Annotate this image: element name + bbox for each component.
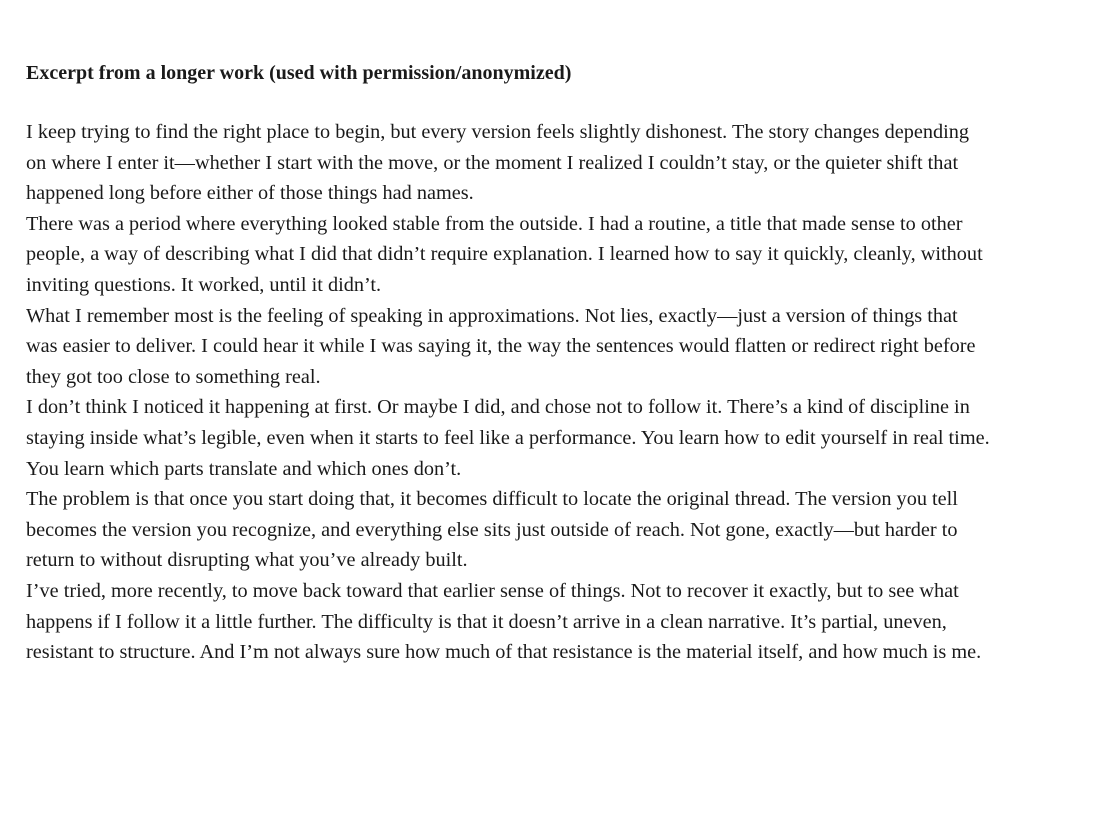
paragraph-1: [26, 117, 1086, 209]
paragraph-2: [26, 209, 1086, 301]
text-line: happened long before either of those things had names.: [26, 182, 474, 205]
text-line: What I remember most is the feeling of speaking in approximations. Not lies, exactly—just a version of things that: [26, 304, 958, 327]
text-line: on where I enter it—whether I start with the move, or the moment I realized I couldn’t stay, or the quieter shift that: [26, 151, 959, 174]
document-heading: Excerpt from a longer work (used with permission/anonymized): [26, 62, 572, 84]
paragraph-4: [26, 392, 1086, 484]
text-line: staying inside what’s legible, even when it starts to feel like a performance. You learn how to edit yourself in real time.: [26, 426, 990, 449]
text-line: people, a way of describing what I did that didn’t require explanation. I learned how to say it quickly, cleanly, without: [26, 243, 983, 266]
text-line: inviting questions. It worked, until it didn’t.: [26, 273, 382, 296]
text-line: The problem is that once you start doing that, it becomes difficult to locate the original thread. The version you tell: [26, 488, 958, 511]
text-line: I keep trying to find the right place to begin, but every version feels slightly dishonest. The story changes depending: [26, 121, 970, 143]
text-line: was easier to deliver. I could hear it while I was saying it, the way the sentences would flatten or redirect right before: [26, 335, 976, 358]
text-line: they got too close to something real.: [26, 365, 321, 388]
text-line: I’ve tried, more recently, to move back toward that earlier sense of things. Not to recover it exactly, but to see what: [26, 579, 959, 602]
paragraph-5: [26, 484, 1086, 576]
text-line: happens if I follow it a little further. The difficulty is that it doesn’t arrive in a clean narrative. It’s partial, uneven,: [26, 610, 947, 633]
paragraph-3: [26, 301, 1086, 393]
text-line: return to without disrupting what you’ve already built.: [26, 549, 468, 572]
text-line: You learn which parts translate and which ones don’t.: [26, 457, 462, 480]
text-line: There was a period where everything looked stable from the outside. I had a routine, a title that made sense to other: [26, 212, 963, 235]
text-line: I don’t think I noticed it happening at first. Or maybe I did, and chose not to follow it. There’s a kind of discipline in: [26, 396, 970, 419]
text-line: resistant to structure. And I’m not always sure how much of that resistance is the material itself, and how much is me.: [26, 641, 982, 664]
document-body: [26, 58, 1086, 668]
text-line: becomes the version you recognize, and everything else sits just outside of reach. Not gone, exactly—but harder to: [26, 518, 958, 541]
paragraph-6: [26, 576, 1086, 668]
